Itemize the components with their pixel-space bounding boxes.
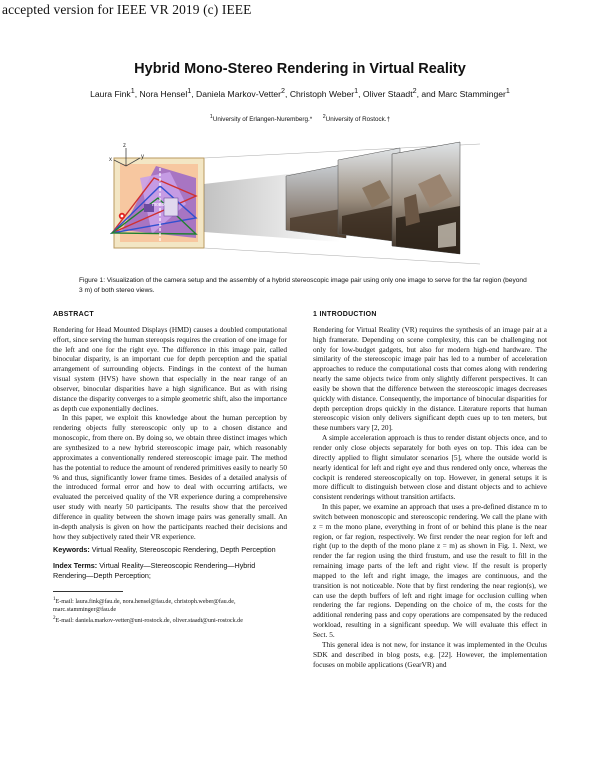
axis-x-label: x: [109, 157, 112, 163]
author-name: Marc Stamminger: [438, 88, 506, 99]
footnote-1: $^1$E-mail: laura.fink@fau.de, nora.hensel@fau.de, christoph.weber@fau.de, marc.stamminger@fau.de: [53, 595, 236, 614]
axis-z-label: z: [123, 143, 126, 149]
paper-title: Hybrid Mono-Stereo Rendering in Virtual Reality: [134, 61, 466, 77]
affiliations: $^1$University of Erlangen-Nuremberg.* $^2$University of Rostock.†: [209, 114, 391, 124]
author-name: Christoph Weber: [289, 88, 355, 99]
author-name: Oliver Staadt: [362, 88, 413, 99]
figure-caption: Figure 1: Visualization of the camera setup and the assembly of a hybrid stereoscopic image pair using only one image to serve for the far region (beyond 3 m) of both stereo views.: [79, 277, 527, 294]
intro-paragraph-4: This general idea is not new, for instance it was implemented in the Oculus SDK and described in blog posts, e.g. [22]. However, the implementation focuses on mobile applications (GearVR) and: [313, 639, 547, 669]
author-name: Laura Fink: [90, 88, 131, 99]
intro-paragraph-3: In this paper, we examine an approach that uses a pre-defined distance m to switch between monoscopic and stereoscopic rendering. We call the plane with z = m the mono plane, everything in front of or behind this plane is the near region, or far region, respectively. We first render the near region for left and right (up to the depth of the mono plane z = m) as shown in Fig. 1. Next, we render the far region using the third frustum, and use the result to fill in the remaining image parts of the left and right view. If the result is properly mapped to the left and right image, the images are continuous, and the transition is not noticeable. Note that by first rendering the near region(s), we can use the depth buffers of left and right image for occlusion culling when rendering the far regions. Depending on the choice of m, the costs for the additional rendering pass and copy operations are compensated by the reduced workload, resulting in a significant speedup. We will evaluate this effect in Sect. 5.: [313, 502, 547, 639]
author-list: Laura Fink$^1$, Nora Hensel$^1$, Daniela Markov-Vetter$^2$, Christoph Weber$^1$, Oliver Staadt$^2$, and Marc Stamminger$^1$: [90, 87, 510, 99]
figure-1: [100, 138, 500, 268]
abstract-heading: ABSTRACT: [53, 311, 94, 318]
introduction-heading: 1 INTRODUCTION: [313, 311, 377, 318]
camera-setup-diagram: [109, 143, 204, 248]
axis-y-label: y: [141, 154, 144, 160]
footnote-rule: [53, 591, 123, 592]
abstract-paragraph-2: In this paper, we exploit this knowledge about the human perception by rendering objects fully stereoscopic only up to a chosen distance and monoscopic, from there on. By doing so, we obtain three distinct images which are synthesized to a new hybrid stereoscopic image pair, which reasonably approximates a conventionally rendered stereoscopic image pair. The method has the potential to reduce the amount of rendered primitives easily to nearly 50 % and thus, significantly lower frame times. Besides of a detailed analysis of the introduced formal error and how to deal with occurring artifacts, we evaluated the perceived quality of the VR experience during a comprehensive user study with nearly 50 participants. The results show that the perceived difference in quality between the shown image pairs was generally small. An in-depth analysis is given on how the participants reached their decisions and how they subjectively rated their VR experience.: [53, 413, 287, 541]
right-column: [313, 310, 547, 669]
abstract-paragraph-1: Rendering for Head Mounted Displays (HMD) causes a doubled computational effort, since serving the human stereopsis requires the creation of one image for the left and one for the right eye. The difference in this image pair, called binocular disparity, is an important cue for depth perception and the spatial arrangement of surrounding objects. Findings in the context of the human visual system (HVS) have shown that especially in the near range of an observer, binocular disparities have a high significance. But as with rising distance the disparity converges to a simple geometric shift, also the importance as depth cue exponentially declines.: [53, 324, 287, 413]
version-banner: accepted version for IEEE VR 2019 (c) IEEE: [2, 2, 252, 17]
author-name: Daniela Markov-Vetter: [196, 88, 282, 99]
footnote-2: $^2$E-mail: daniela.markov-vetter@uni-rostock.de, oliver.staadt@uni-rostock.de: [53, 615, 243, 625]
intro-paragraph-1: Rendering for Virtual Reality (VR) requires the synthesis of an image pair at a high framerate. Depending on scene complexity, this can be challenging not only for low-budget gadgets, but also for modern high-end hardware. The similarity of the stereoscopic image pair has led to a number of acceleration approaches to reduce the computational costs that comes along with rendering nearly the same objects twice from only slightly different perspectives. It can easily be shown that the difference between the stereoscopic images decreases quickly with distance. Consequently, the importance of binocular disparities for depth perception drops quickly in the distance. Literature reports that human stereoscopic vision only delivers significant depth cues up to ten meters, but these numbers vary [2, 20].: [313, 324, 547, 433]
left-column: [53, 310, 287, 625]
intro-paragraph-2: A simple acceleration approach is thus to render distant objects once, and to render only close objects separately for both eyes on top. This idea can be directly applied to flight simulator scenarios [5], where the outside world is nearly identical for left and right eye and thus rendered only once, whereas the cockpit is rendered stereoscopically on top. However, in general setups it is more difficult to distinguish between close and distant objects and to achieve consistent renderings without transition artifacts.: [313, 433, 547, 502]
index-terms: Index Terms: Virtual Reality—Stereoscopic Rendering—Hybrid Rendering—Depth Perception;: [53, 561, 256, 580]
author-name: Nora Hensel: [139, 88, 188, 99]
keywords: Keywords: Virtual Reality, Stereoscopic Rendering, Depth Perception: [53, 545, 276, 555]
mono-plane-label: mono: [152, 202, 165, 208]
